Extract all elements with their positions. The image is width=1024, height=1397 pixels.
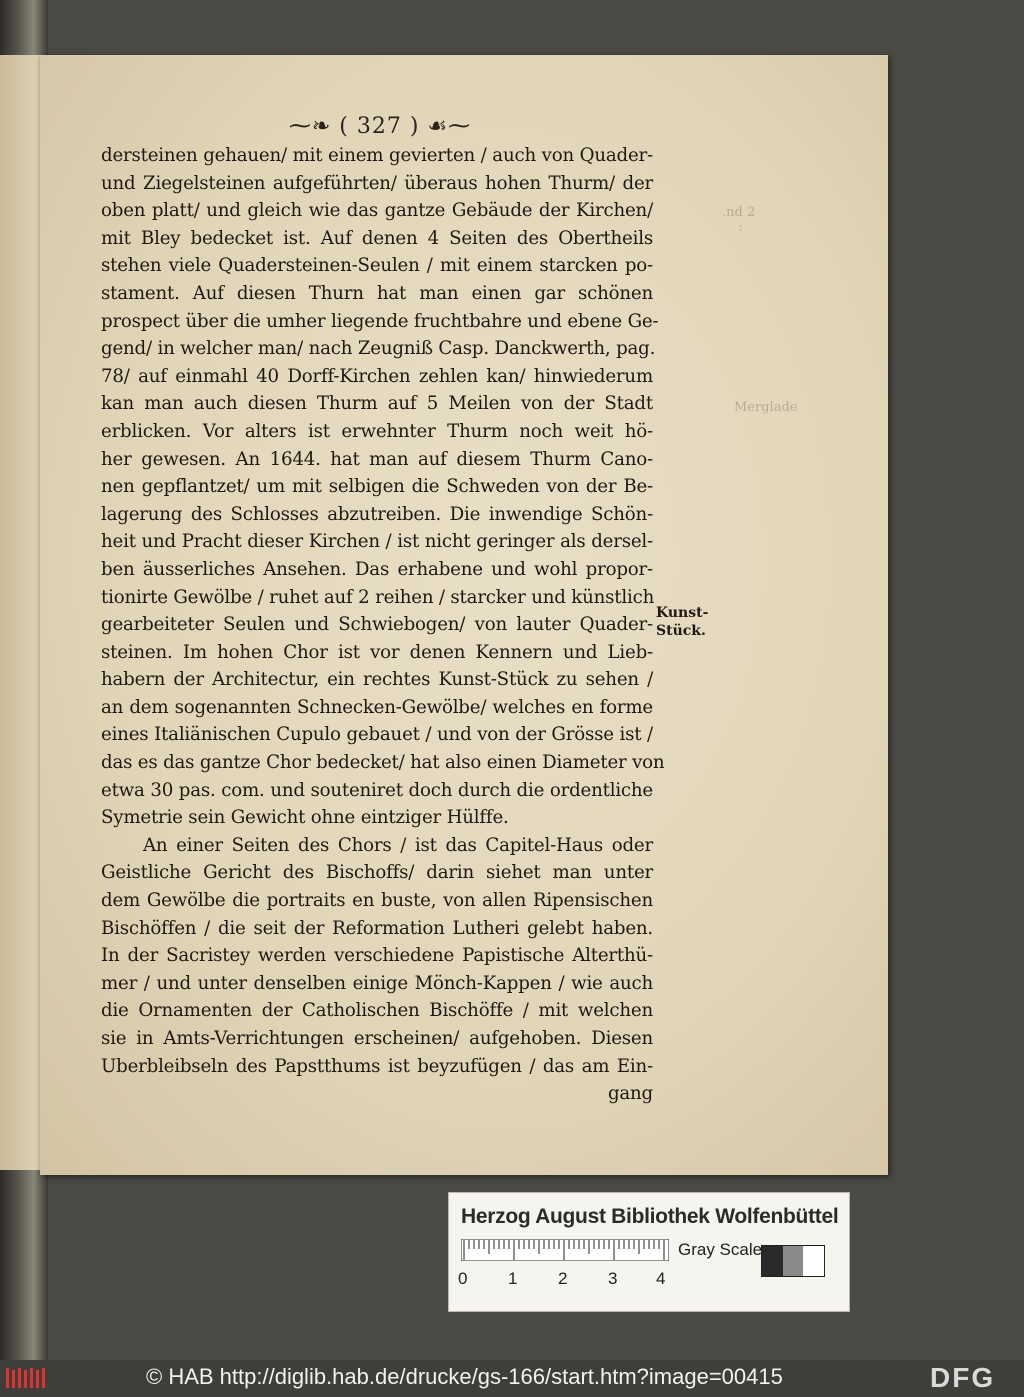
text-line: In der Sacristey werden verschiedene Papistische Alterthü-	[101, 945, 653, 967]
body-text	[101, 142, 665, 1108]
text-line: oben platt/ und gleich wie das gantze Gebäude der Kirchen/	[101, 200, 653, 222]
text-line: das es das gantze Chor bedecket/ hat also einen Diameter von	[101, 752, 665, 774]
text-line: gearbeiteter Seulen und Schwiebogen/ von lauter Quader-	[101, 614, 653, 636]
ruler-number: 3	[608, 1269, 618, 1288]
page-number: ( 327 )	[339, 114, 420, 139]
text-line: etwa 30 pas. com. und souteniret doch durch die ordentliche	[101, 779, 653, 801]
text-line: kan man auch diesen Thurm auf 5 Meilen von der Stadt	[101, 393, 653, 415]
gray-scale-label: Gray Scale	[678, 1240, 763, 1259]
text-line: An einer Seiten des Chors / ist das Capitel-Haus oder	[143, 834, 653, 856]
ruler-number: 0	[458, 1269, 468, 1288]
color-reference-card	[448, 1192, 850, 1312]
gray-swatch-dark	[762, 1246, 783, 1276]
text-line: lagerung des Schlosses abzutreiben. Die inwendige Schön-	[101, 503, 653, 525]
page-number-head	[280, 114, 480, 139]
text-line: dem Gewölbe die portraits en buste, von allen Ripensischen	[101, 890, 653, 912]
margin-note	[656, 604, 708, 640]
margin-note-line: Kunst-	[656, 605, 709, 621]
text-line: mit Bley bedecket ist. Auf denen 4 Seiten des Obertheils	[101, 227, 653, 249]
text-line: Uberbleibseln des Papstthums ist beyzufügen / das am Ein-	[101, 1055, 653, 1077]
text-line: gend/ in welcher man/ nach Zeugniß Casp. Danckwerth, pag.	[101, 338, 656, 360]
text-line: Bischöffen / die seit der Reformation Lutheri gelebt haben.	[101, 917, 653, 939]
gray-swatch-mid	[783, 1246, 804, 1276]
dfg-logo: DFG	[930, 1362, 996, 1393]
text-line: und Ziegelsteinen aufgeführten/ überaus hohen Thurm/ der	[101, 172, 653, 194]
text-line: mer / und unter denselben einige Mönch-Kappen / wie auch	[101, 972, 653, 994]
ruler-number: 2	[558, 1269, 568, 1288]
text-line: steinen. Im hohen Chor ist vor denen Kennern und Lieb-	[101, 641, 653, 663]
source-url[interactable]: © HAB http://diglib.hab.de/drucke/gs-166/start.htm?image=00415	[146, 1364, 783, 1389]
margin-note-line: Stück.	[656, 623, 706, 639]
ornament-right: ☙⁓	[419, 114, 472, 139]
library-name: Herzog August Bibliothek Wolfenbüttel	[461, 1205, 839, 1228]
text-line: prospect über die umher liegende fruchtbahre und ebene Ge-	[101, 310, 659, 332]
text-line: her gewesen. An 1644. hat man auf diesem Thurm Cano-	[101, 448, 653, 470]
ornament-left: ⁓❧	[288, 114, 340, 139]
text-line: gang	[607, 1083, 653, 1105]
ruler-number: 1	[508, 1269, 518, 1288]
text-line: tionirte Gewölbe / ruhet auf 2 reihen / starcker und künstlich	[101, 586, 655, 608]
text-line: eines Italiänischen Cupulo gebauet / und von der Grösse ist /	[101, 724, 653, 746]
text-line: 78/ auf einmahl 40 Dorff-Kirchen zehlen kan/ hinwiederum	[101, 365, 653, 387]
gray-swatch-light	[803, 1246, 824, 1276]
show-through-text: .nd 2 :	[722, 205, 756, 235]
gray-scale-swatches	[761, 1245, 825, 1277]
text-line: ben äusserliches Ansehen. Das erhabene und wohl propor-	[101, 558, 653, 580]
text-line: stament. Auf diesen Thurn hat man einen gar schönen	[101, 282, 653, 304]
ruler-number: 4	[656, 1269, 666, 1288]
show-through-text: Merglade	[734, 400, 798, 415]
text-line: habern der Architectur, ein rechtes Kunst-Stück zu sehen /	[101, 669, 653, 691]
text-line: die Ornamenten der Catholischen Bischöffe / mit welchen	[101, 1000, 653, 1022]
text-line: heit und Pracht dieser Kirchen / ist nicht geringer als dersel-	[101, 531, 653, 553]
footer-bar	[0, 1360, 1024, 1397]
text-line: an dem sogenannten Schnecken-Gewölbe/ welches en forme	[101, 696, 653, 718]
ruler-scale	[461, 1239, 669, 1261]
text-line: sie in Amts-Verrichtungen erscheinen/ aufgehoben. Diesen	[101, 1028, 653, 1049]
text-line: nen gepflantzet/ um mit selbigen die Schweden von der Be-	[101, 476, 653, 498]
library-logo-icon	[6, 1366, 46, 1390]
text-line: Geistliche Gericht des Bischoffs/ darin siehet man unter	[101, 862, 653, 884]
text-line: erblicken. Vor alters ist erwehnter Thurm noch weit hö-	[101, 420, 653, 442]
text-line: dersteinen gehauen/ mit einem gevierten / auch von Quader-	[101, 145, 653, 166]
text-line: stehen viele Quadersteinen-Seulen / mit einem starcken po-	[101, 255, 653, 277]
text-line: Symetrie sein Gewicht ohne eintziger Hülffe.	[101, 807, 509, 829]
